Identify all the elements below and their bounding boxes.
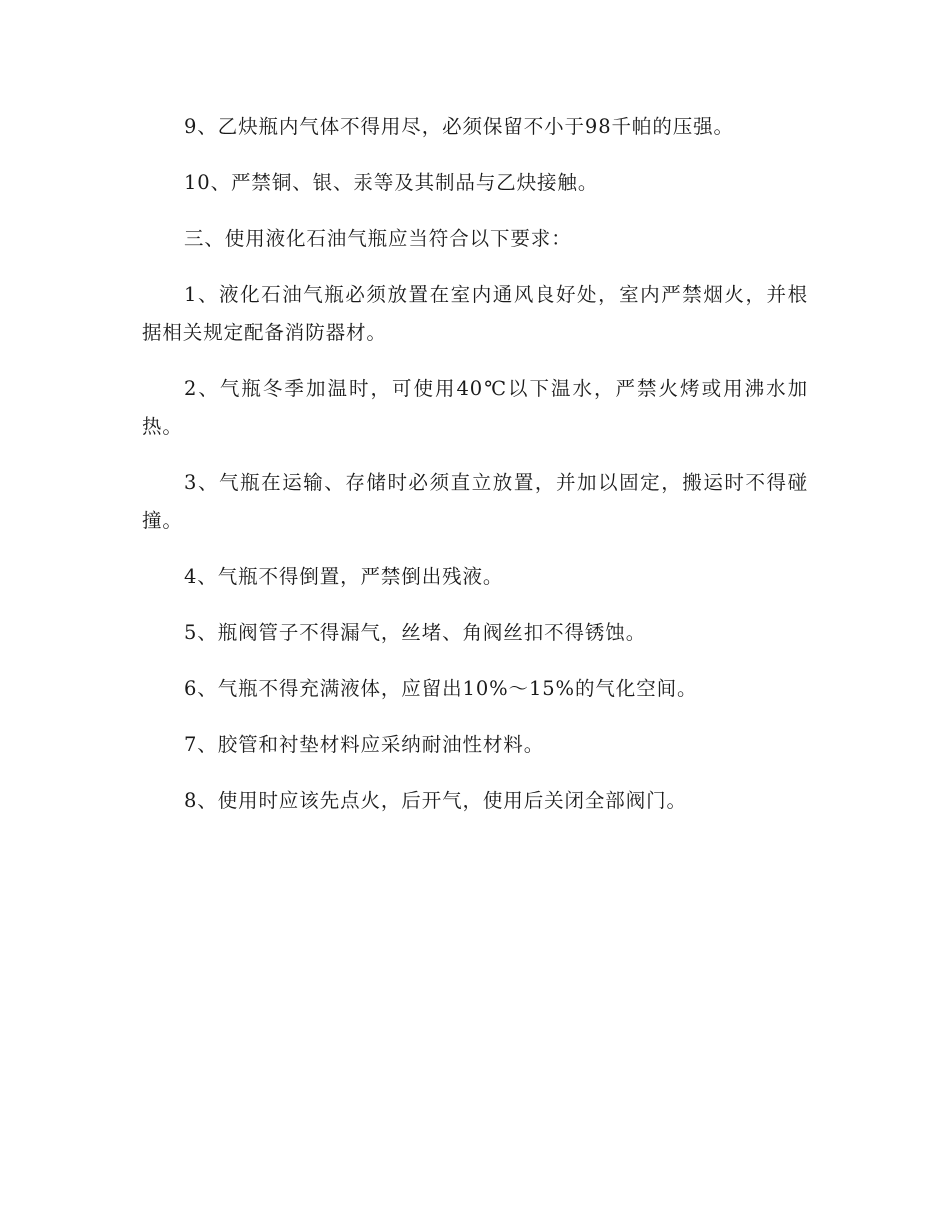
paragraph-item-9: 9、乙炔瓶内气体不得用尽，必须保留不小于98千帕的压强。 xyxy=(184,115,734,138)
paragraph-item-5: 5、瓶阀管子不得漏气，丝堵、角阀丝扣不得锈蚀。 xyxy=(184,621,647,644)
paragraph-item-1: 1、液化石油气瓶必须放置在室内通风良好处，室内严禁烟火，并根据相关规定配备消防器材。 xyxy=(142,283,808,344)
document-body xyxy=(142,108,808,838)
paragraph-item-10: 10、严禁铜、银、汞等及其制品与乙炔接触。 xyxy=(184,171,599,194)
paragraph-item-4: 4、气瓶不得倒置，严禁倒出残液。 xyxy=(184,565,504,588)
section-heading-3: 三、使用液化石油气瓶应当符合以下要求： xyxy=(184,227,572,250)
paragraph-item-2: 2、气瓶冬季加温时，可使用40℃以下温水，严禁火烤或用沸水加热。 xyxy=(142,377,808,438)
paragraph-item-6: 6、气瓶不得充满液体，应留出10%～15%的气化空间。 xyxy=(184,677,698,700)
paragraph-item-3: 3、气瓶在运输、存储时必须直立放置，并加以固定，搬运时不得碰撞。 xyxy=(142,471,808,532)
paragraph-item-7: 7、胶管和衬垫材料应采纳耐油性材料。 xyxy=(184,733,545,756)
paragraph-item-8: 8、使用时应该先点火，后开气，使用后关闭全部阀门。 xyxy=(184,789,687,812)
